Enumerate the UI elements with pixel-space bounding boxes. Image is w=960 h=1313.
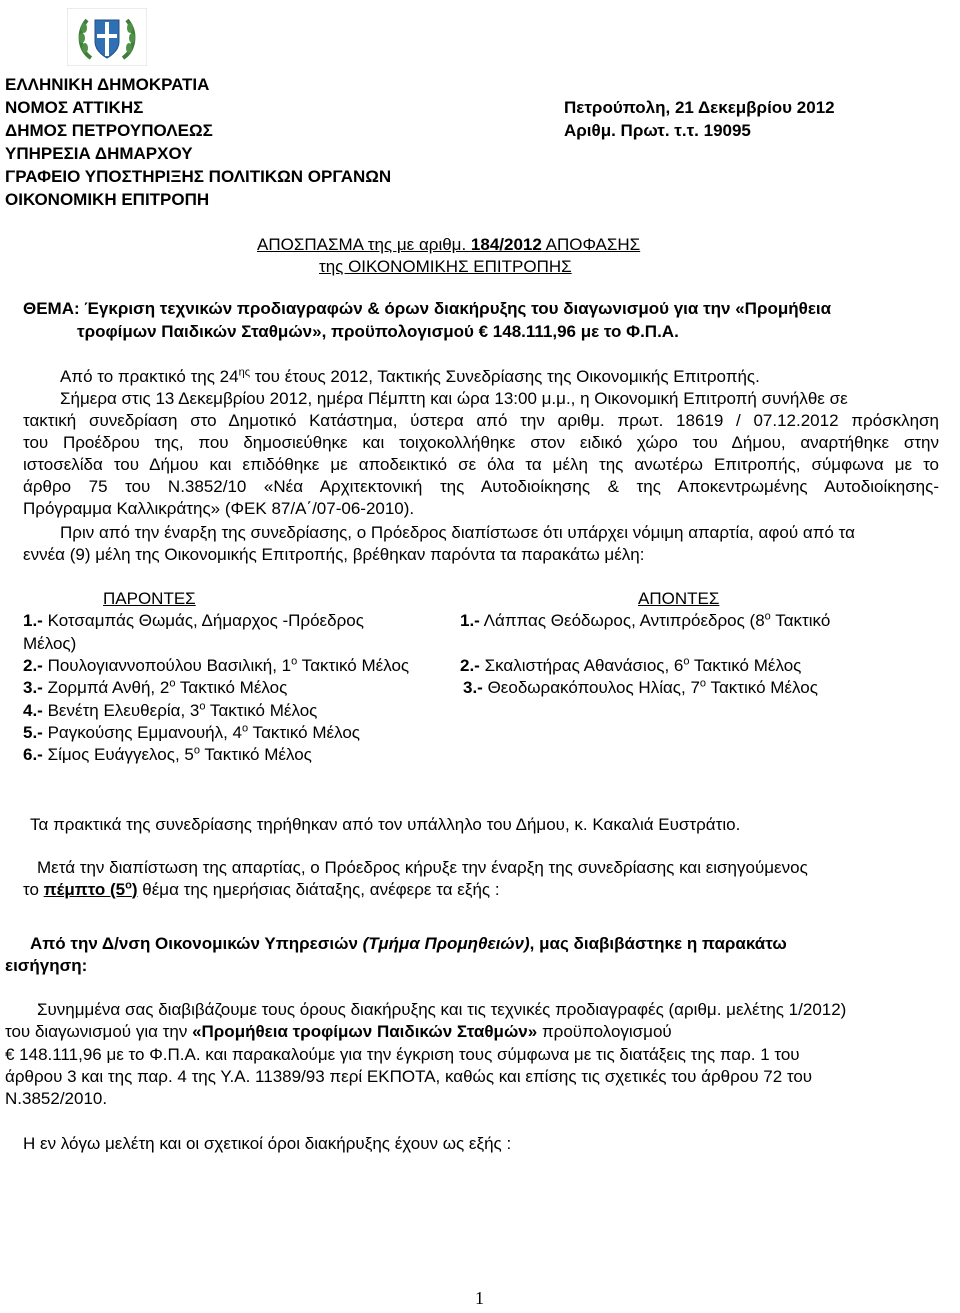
body-line-1: Συνημμένα σας διαβιβάζουμε τους όρους διακήρυξης και τις τεχνικές προδιαγραφές (αριθμ. μελέτης 1/2012) (37, 1000, 847, 1019)
minutes-reference: Από το πρακτικό της $24^{\eta\varsigma}$ του έτους 2012, Τακτικής Συνεδρίασης της Οικονομικής Επιτροπής. (60, 366, 760, 386)
report-source-line-2: εισήγηση: (5, 956, 88, 975)
subject-line-2: τροφίμων Παιδικών Σταθμών», προϋπολογισμού € 148.111,96 με το Φ.Π.Α. (77, 322, 679, 341)
present-heading: ΠΑΡΟΝΤΕΣ (103, 589, 196, 608)
meeting-para-3: του Προέδρου της, που δημοσιεύθηκε και τοιχοκολλήθηκε στον ειδικό χώρο του Δήμου, αναρτήθηκε στην (23, 433, 939, 452)
absent-member-3: 3.- Θεοδωρακόπουλος Ηλίας, $7^o$ Τακτικό Μέλος (463, 677, 818, 697)
body-line-6: Η εν λόγω μελέτη και οι σχετικοί όροι διακήρυξης έχουν ως εξής : (23, 1134, 512, 1153)
present-member-1: 1.- Κοτσαμπάς Θωμάς, Δήμαρχος -Πρόεδρος (23, 611, 364, 630)
page-number: 1 (475, 1288, 484, 1308)
absent-member-1: 1.- Λάππας Θεόδωρος, Αντιπρόεδρος ($8^o$ Τακτικό (460, 610, 831, 630)
extract-subtitle: της ΟΙΚΟΝΟΜΙΚΗΣ ΕΠΙΤΡΟΠΗΣ (319, 257, 572, 276)
body-line-2: του διαγωνισμού για την «Προμήθεια τροφίμων Παιδικών Σταθμών» προϋπολογισμού (5, 1022, 672, 1041)
meeting-para-5: άρθρο 75 του Ν.3852/10 «Νέα Αρχιτεκτονική της Αυτοδιοίκησης & της Αποκεντρωμένης Αυτοδιοίκησης- (23, 477, 939, 496)
quorum-line-1: Πριν από την έναρξη της συνεδρίασης, ο Πρόεδρος διαπίστωσε ότι υπάρχει νόμιμη απαρτία, αφού από τα (60, 523, 855, 542)
meeting-para-6: Πρόγραμμα Καλλικράτης» (ΦΕΚ 87/Α΄/07-06-2010). (23, 499, 415, 518)
header-line-4: ΥΠΗΡΕΣΙΑ ΔΗΜΑΡΧΟΥ (5, 144, 193, 163)
greek-emblem-logo (67, 8, 147, 66)
header-line-2: ΝΟΜΟΣ ΑΤΤΙΚΗΣ (5, 98, 144, 117)
body-line-3: € 148.111,96 με το Φ.Π.Α. και παρακαλούμε για την έγκριση τους σύμφωνα με τις διατάξεις της παρ. 1 του (5, 1045, 800, 1064)
protocol-number: Αριθμ. Πρωτ. τ.τ. 19095 (564, 121, 751, 140)
body-line-5: Ν.3852/2010. (5, 1089, 108, 1108)
opening-line-1: Μετά την διαπίστωση της απαρτίας, ο Πρόεδρος κήρυξε την έναρξη της συνεδρίασης και εισηγούμενος (37, 858, 808, 877)
present-member-6: 6.- Σίμος Ευάγγελος, $5^o$ Τακτικό Μέλος (23, 744, 312, 764)
body-line-4: άρθρου 3 και της παρ. 4 της Υ.Α. 11389/93 περί ΕΚΠΟΤΑ, καθώς και επίσης τις σχετικές του άρθρου 72 του (5, 1067, 813, 1086)
extract-title: ΑΠΟΣΠΑΣΜΑ της με αριθμ. 184/2012 ΑΠΟΦΑΣΗΣ (257, 235, 641, 254)
meeting-para-2: τακτική συνεδρίαση στο Δημοτικό Κατάστημα, ύστερα από την αριθμ. πρωτ. 18619 / 07.12.2012 πρόσκληση (23, 411, 939, 430)
place-date: Πετρούπολη, 21 Δεκεμβρίου 2012 (564, 98, 835, 117)
header-line-6: ΟΙΚΟΝΟΜΙΚΗ ΕΠΙΤΡΟΠΗ (5, 190, 210, 209)
header-line-1: ΕΛΛΗΝΙΚΗ ΔΗΜΟΚΡΑΤΙΑ (5, 75, 210, 94)
opening-line-2: το πέμπτο $(5^o)$ θέμα της ημερήσιας διάταξης, ανέφερε τα εξής : (23, 879, 500, 899)
subject-line-1: ΘΕΜΑ: Έγκριση τεχνικών προδιαγραφών & όρων διακήρυξης του διαγωνισμού για την «Προμήθεια (23, 299, 832, 318)
quorum-line-2: εννέα (9) μέλη της Οικονομικής Επιτροπής, βρέθηκαν παρόντα τα παρακάτω μέλη: (23, 545, 645, 564)
header-line-5: ΓΡΑΦΕΙΟ ΥΠΟΣΤΗΡΙΞΗΣ ΠΟΛΙΤΙΚΩΝ ΟΡΓΑΝΩΝ (5, 167, 392, 186)
minutes-keeper: Τα πρακτικά της συνεδρίασης τηρήθηκαν από τον υπάλληλο του Δήμου, κ. Κακαλιά Ευστράτιο. (30, 815, 741, 834)
present-member-4: 4.- Βενέτη Ελευθερία, $3^o$ Τακτικό Μέλος (23, 700, 318, 720)
meeting-para-4: ιστοσελίδα του Δήμου και επιδόθηκε με αποδεικτικό σε όλα τα μέλη της ανωτέρω Επιτροπής, σύμφωνα με το (23, 455, 939, 474)
present-member-5: 5.- Ραγκούσης Εμμανουήλ, $4^o$ Τακτικό Μέλος (23, 722, 360, 742)
report-source-line-1: Από την Δ/νση Οικονομικών Υπηρεσιών (Τμήμα Προμηθειών), μας διαβιβάστηκε η παρακάτω (30, 934, 787, 953)
header-line-3: ΔΗΜΟΣ ΠΕΤΡΟΥΠΟΛΕΩΣ (5, 121, 213, 140)
present-member-3: 3.- Ζορμπά Ανθή, $2^o$ Τακτικό Μέλος (23, 677, 288, 697)
meeting-para-1: Σήμερα στις 13 Δεκεμβρίου 2012, ημέρα Πέμπτη και ώρα 13:00 μ.μ., η Οικονομική Επιτροπή συνήλθε σε (60, 389, 848, 408)
absent-heading: ΑΠΟΝΤΕΣ (638, 589, 720, 608)
present-member-2: 2.- Πουλογιαννοπούλου Βασιλική, $1^o$ Τακτικό Μέλος (23, 655, 410, 675)
absent-member-2: 2.- Σκαλιστήρας Αθανάσιος, $6^o$ Τακτικό Μέλος (460, 655, 802, 675)
absent-member-1-cont: Μέλος) (23, 634, 77, 653)
